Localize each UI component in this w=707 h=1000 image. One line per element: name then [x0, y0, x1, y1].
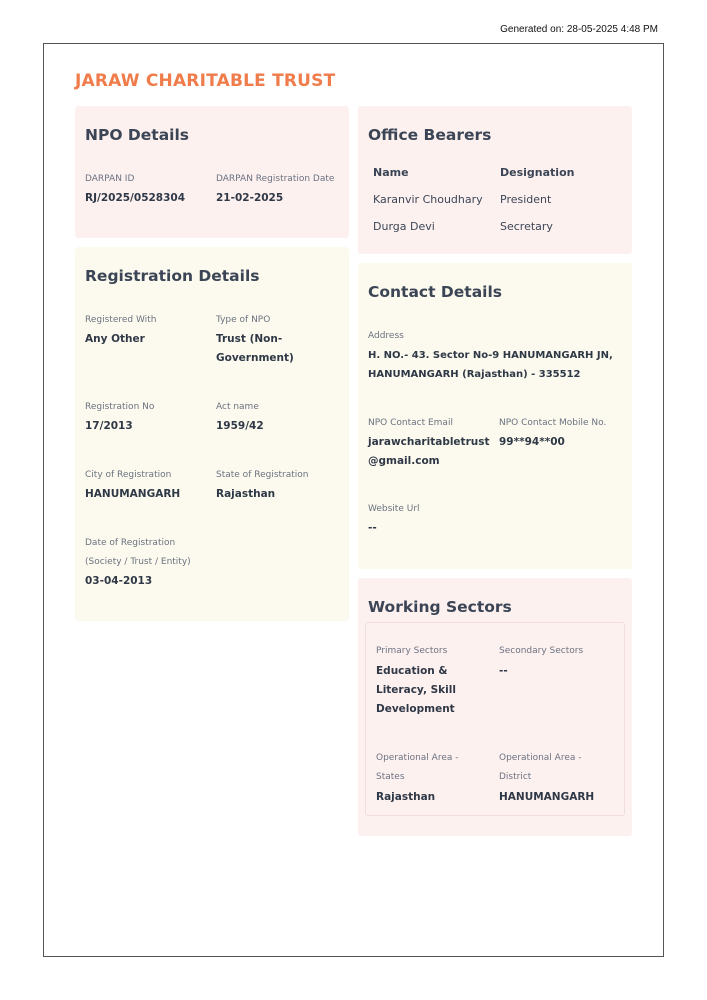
primary-sectors-label: Primary Sectors: [376, 646, 448, 656]
op-area-states-label-line1: Operational Area -: [376, 753, 459, 763]
darpan-id-value: RJ/2025/0528304: [85, 192, 186, 204]
sectors-inner-box: [365, 622, 625, 816]
contact-details-title: Contact Details: [368, 283, 503, 301]
registration-no-value: 17/2013: [85, 420, 133, 432]
darpan-id-label: DARPAN ID: [85, 174, 135, 184]
op-area-district-label-line1: Operational Area -: [499, 753, 582, 763]
address-value-line2: HANUMANGARH (Rajasthan) - 335512: [368, 369, 581, 380]
op-area-district-label-line2: District: [499, 772, 532, 782]
bearer-name: Karanvir Choudhary: [373, 193, 483, 206]
address-label: Address: [368, 331, 404, 341]
city-value: HANUMANGARH: [85, 488, 181, 500]
working-sectors-card: [358, 578, 632, 836]
npo-type-value-line2: Government): [216, 352, 294, 364]
website-label: Website Url: [368, 504, 420, 514]
city-label: City of Registration: [85, 470, 172, 480]
bearer-name: Durga Devi: [373, 220, 435, 233]
npo-type-label: Type of NPO: [216, 315, 271, 325]
npo-details-title: NPO Details: [85, 126, 190, 144]
registration-details-card: [75, 247, 349, 621]
op-area-states-value: Rajasthan: [376, 791, 436, 803]
npo-details-card: [75, 106, 349, 238]
bearers-col-name: Name: [373, 166, 409, 179]
npo-type-value-line1: Trust (Non-: [216, 333, 283, 345]
secondary-sectors-label: Secondary Sectors: [499, 646, 584, 656]
registration-date-label-line1: Date of Registration: [85, 538, 176, 548]
registration-no-label: Registration No: [85, 402, 155, 412]
registered-with-value: Any Other: [85, 333, 145, 345]
registration-date-label-line2: (Society / Trust / Entity): [85, 557, 191, 567]
office-bearers-card: [358, 106, 632, 254]
primary-sectors-value-line3: Development: [376, 703, 455, 715]
registration-details-title: Registration Details: [85, 267, 260, 285]
org-title: JARAW CHARITABLE TRUST: [75, 71, 336, 91]
state-label: State of Registration: [216, 470, 309, 480]
primary-sectors-value-line1: Education &: [376, 665, 448, 677]
bearer-designation: President: [500, 193, 552, 206]
address-value-line1: H. NO.- 43. Sector No-9 HANUMANGARH JN,: [368, 350, 613, 361]
op-area-district-value: HANUMANGARH: [499, 791, 595, 803]
registration-date-value: 03-04-2013: [85, 575, 153, 587]
darpan-reg-date-label: DARPAN Registration Date: [216, 174, 335, 184]
email-value-line2: @gmail.com: [368, 455, 440, 467]
primary-sectors-value-line2: Literacy, Skill: [376, 684, 456, 696]
act-name-label: Act name: [216, 402, 259, 412]
email-label: NPO Contact Email: [368, 418, 453, 428]
darpan-reg-date-value: 21-02-2025: [216, 192, 284, 204]
secondary-sectors-value: --: [499, 665, 508, 677]
op-area-states-label-line2: States: [376, 772, 405, 782]
mobile-label: NPO Contact Mobile No.: [499, 418, 607, 428]
contact-details-card: [358, 263, 632, 569]
state-value: Rajasthan: [216, 488, 276, 500]
mobile-value: 99**94**00: [499, 436, 565, 448]
registered-with-label: Registered With: [85, 315, 157, 325]
email-value-line1: jarawcharitabletrust: [368, 436, 490, 448]
bearer-designation: Secretary: [500, 220, 553, 233]
act-name-value: 1959/42: [216, 420, 264, 432]
working-sectors-title: Working Sectors: [368, 598, 512, 616]
website-value: --: [368, 522, 377, 534]
bearers-col-designation: Designation: [500, 166, 575, 179]
generated-timestamp: Generated on: 28-05-2025 4:48 PM: [500, 24, 658, 35]
office-bearers-title: Office Bearers: [368, 126, 492, 144]
